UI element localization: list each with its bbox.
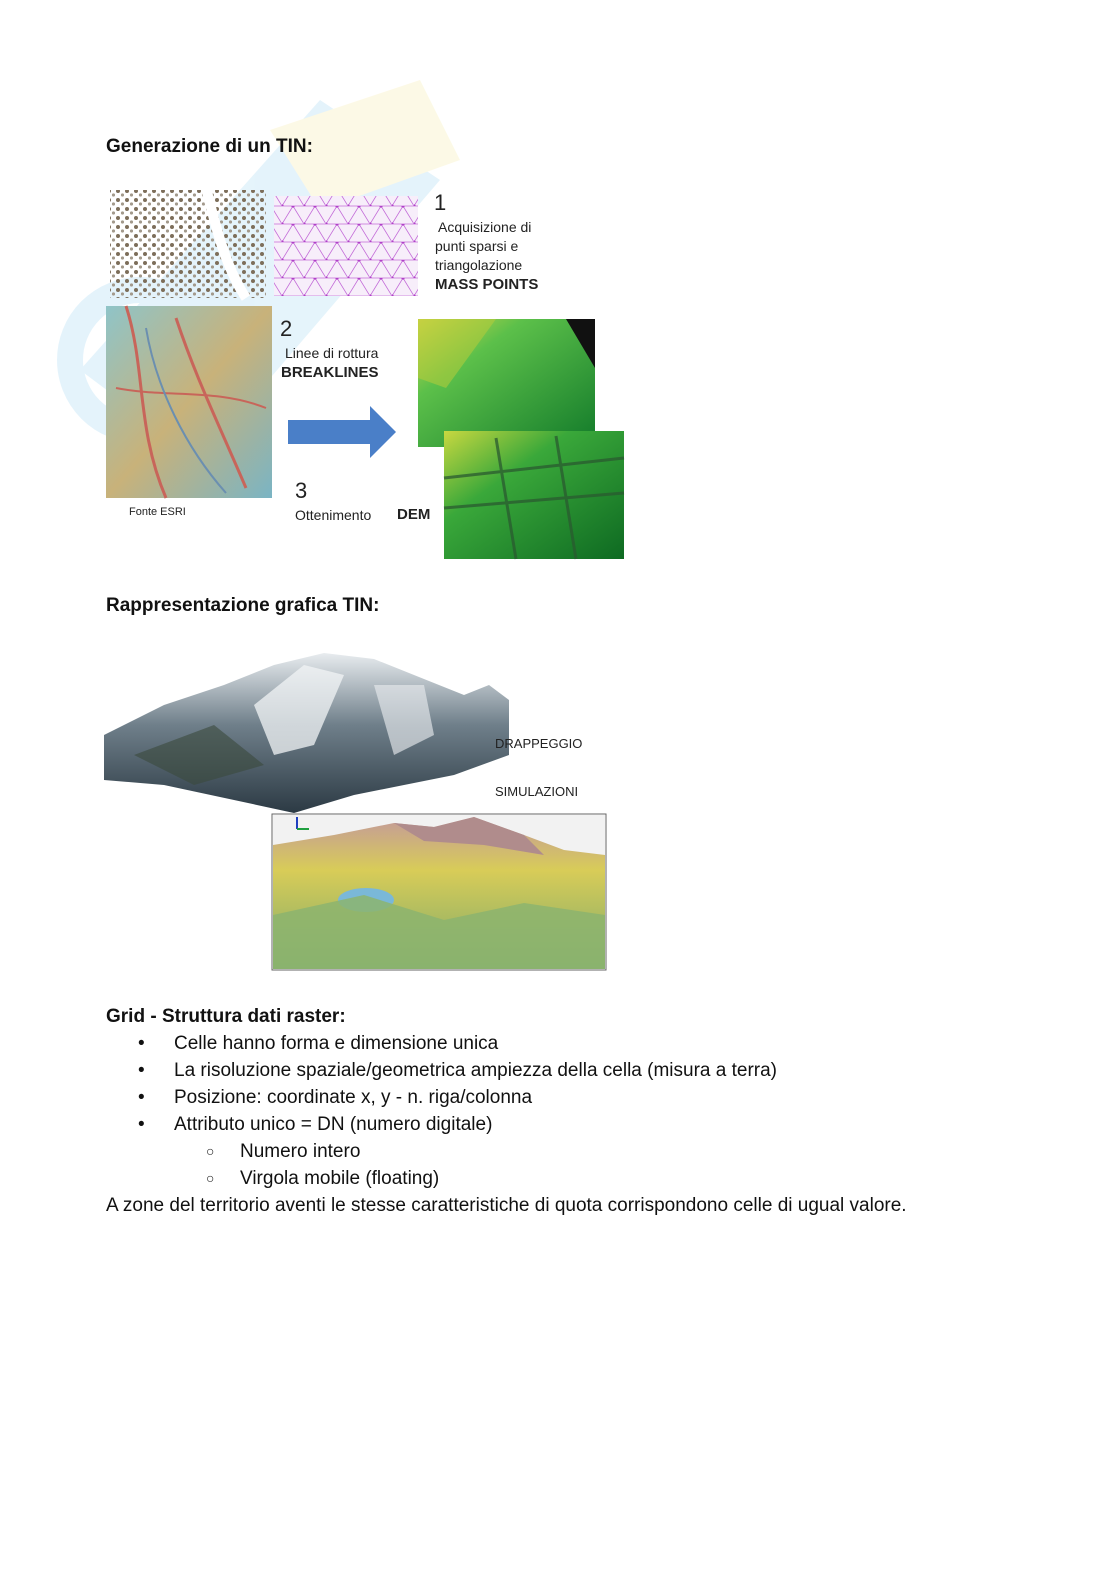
source-credit: Fonte ESRI bbox=[129, 506, 186, 518]
step2-title: BREAKLINES bbox=[281, 364, 379, 381]
step1-line2: punti sparsi e bbox=[435, 238, 519, 254]
label-simulations: SIMULAZIONI bbox=[495, 784, 579, 799]
closing-paragraph: A zone del territorio aventi le stesse caratteristiche di quota corrispondono celle di ugual valore. bbox=[106, 1195, 907, 1216]
heading-tin-generation: Generazione di un TIN: bbox=[106, 136, 313, 157]
sub-list-container bbox=[106, 1138, 777, 1192]
sub-bullet-marker: ○ bbox=[206, 1143, 215, 1159]
step1-number: 1 bbox=[434, 190, 447, 215]
list-item: • La risoluzione spaziale/geometrica ampiezza della cella (misura a terra) bbox=[106, 1057, 777, 1084]
grid-bullet-list bbox=[106, 1030, 777, 1192]
step3-text: Ottenimento bbox=[295, 507, 372, 523]
step3-number: 3 bbox=[295, 478, 308, 503]
list-item: • Celle hanno forma e dimensione unica bbox=[106, 1030, 777, 1057]
step1-title: MASS POINTS bbox=[435, 276, 539, 293]
step2-line1: Linee di rottura bbox=[285, 345, 379, 361]
bullet-marker: • bbox=[138, 1087, 145, 1108]
tin-representation-figure bbox=[104, 645, 614, 975]
right-arrow-icon bbox=[288, 406, 396, 458]
step1-line1: Acquisizione di bbox=[438, 219, 532, 235]
bullet-marker: • bbox=[138, 1033, 145, 1054]
heading-grid-raster: Grid - Struttura dati raster: bbox=[106, 1006, 346, 1027]
label-draping: DRAPPEGGIO bbox=[495, 736, 583, 751]
bullet-marker: • bbox=[138, 1114, 145, 1135]
sub-list-item: ○ Virgola mobile (floating) bbox=[106, 1165, 777, 1192]
list-item: • Posizione: coordinate x, y - n. riga/colonna bbox=[106, 1084, 777, 1111]
list-item: • Attributo unico = DN (numero digitale) bbox=[106, 1111, 777, 1138]
sub-bullet-marker: ○ bbox=[206, 1170, 215, 1186]
step1-line3: triangolazione bbox=[435, 257, 523, 273]
step3-title: DEM bbox=[397, 506, 431, 523]
bullet-marker: • bbox=[138, 1060, 145, 1081]
heading-tin-representation: Rappresentazione grafica TIN: bbox=[106, 595, 380, 616]
sub-list-item: ○ Numero intero bbox=[106, 1138, 777, 1165]
step2-number: 2 bbox=[280, 316, 293, 341]
mass-points-image bbox=[110, 190, 266, 298]
